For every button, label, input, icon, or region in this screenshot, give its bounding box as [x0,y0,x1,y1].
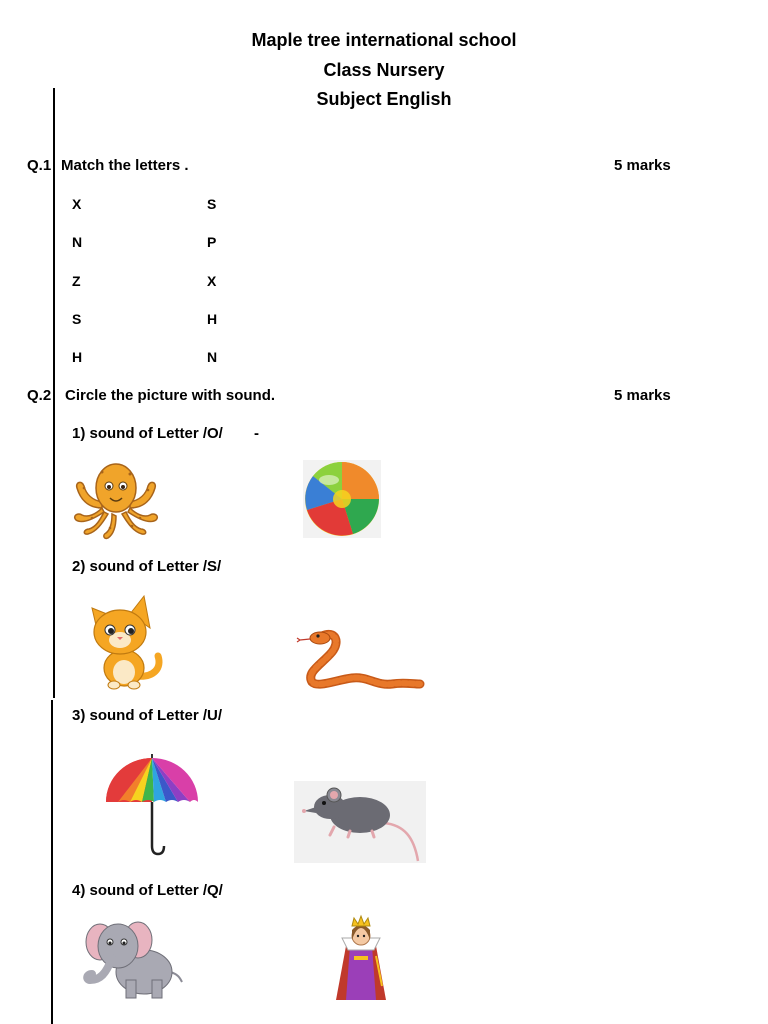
rat-image[interactable] [294,781,426,863]
margin-line-top [53,88,55,393]
ball-image[interactable] [303,460,381,538]
right-letter: S [207,196,217,212]
right-letter: N [207,349,218,365]
school-name: Maple tree international school [251,30,517,50]
q1-marks: 5 marks [614,157,671,174]
item-3-label: 3) sound of Letter /U/ [72,707,222,724]
subject-line: Subject English [316,89,452,109]
elephant-image[interactable] [82,918,184,1004]
left-letter: H [72,349,83,365]
margin-line-bottom [51,700,53,1024]
q1-number: Q.1 [27,157,52,174]
right-letter: H [207,311,218,327]
left-letter: X [72,196,82,212]
left-letter: S [72,311,82,327]
right-letter: X [207,273,217,289]
umbrella-image[interactable] [102,754,202,858]
q1-text: Match the letters . [61,157,189,174]
q2-number: Q.2 [27,387,52,404]
octopus-image[interactable] [72,458,160,540]
item-1-dash: - [254,425,259,442]
left-letter: Z [72,273,81,289]
queen-image[interactable] [332,916,390,1002]
margin-line-middle [53,388,55,698]
q2-text: Circle the picture with sound. [65,387,276,404]
class-line: Class Nursery [323,60,445,80]
right-letter: P [207,234,217,250]
item-1-label: 1) sound of Letter /O/ [72,425,223,442]
item-2-label: 2) sound of Letter /S/ [72,558,222,575]
q2-marks: 5 marks [614,387,671,404]
snake-image[interactable] [296,628,422,690]
cat-image[interactable] [84,594,164,690]
left-letter: N [72,234,83,250]
item-4-label: 4) sound of Letter /Q/ [72,882,223,899]
